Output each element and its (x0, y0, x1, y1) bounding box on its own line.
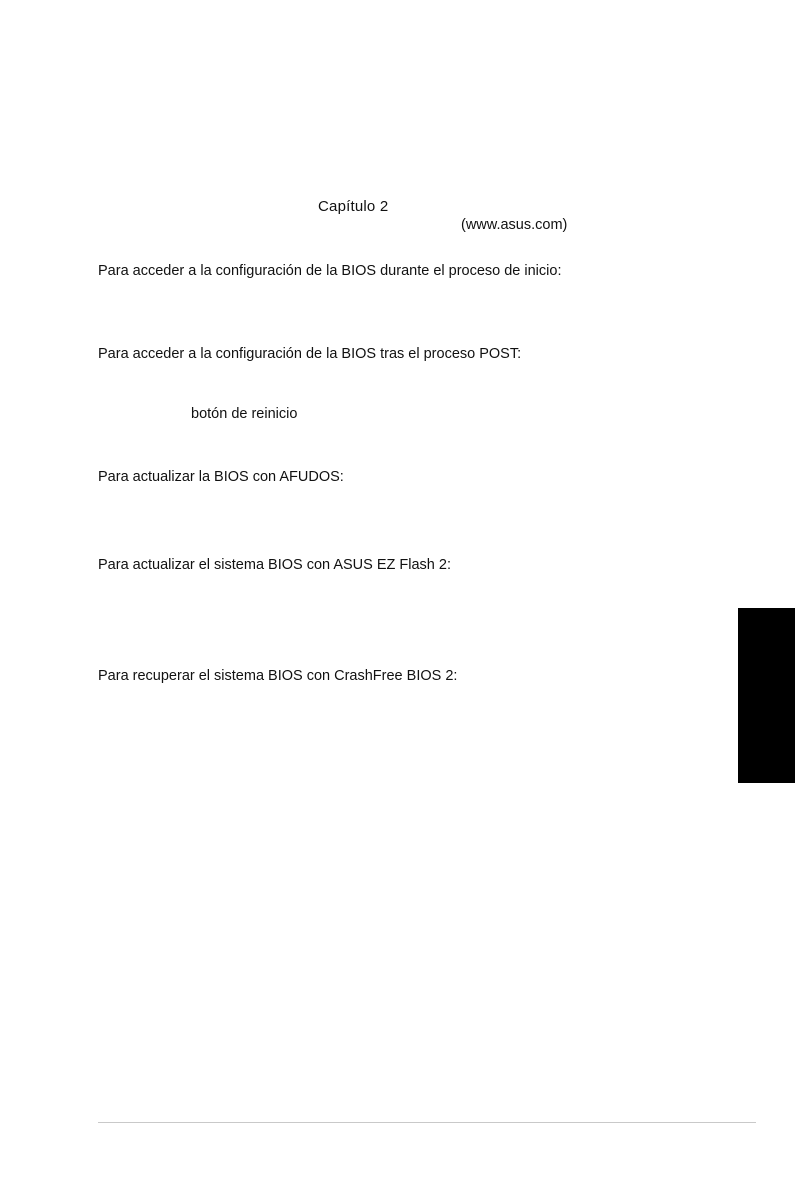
website-note: (www.asus.com) (461, 217, 568, 233)
footer-divider (98, 1122, 756, 1123)
section-heading-ez-flash: Para actualizar el sistema BIOS con ASUS EZ Flash 2: (98, 557, 451, 573)
section-heading-boot-bios: Para acceder a la configuración de la BIOS durante el proceso de inicio: (98, 263, 562, 279)
section-heading-afudos: Para actualizar la BIOS con AFUDOS: (98, 469, 344, 485)
section-heading-post-bios: Para acceder a la configuración de la BIOS tras el proceso POST: (98, 346, 522, 362)
term-reset-button: botón de reinicio (191, 406, 298, 422)
chapter-side-tab (738, 608, 795, 783)
chapter-title: Capítulo 2 (318, 198, 389, 215)
section-heading-crashfree-bios: Para recuperar el sistema BIOS con CrashFree BIOS 2: (98, 668, 458, 684)
